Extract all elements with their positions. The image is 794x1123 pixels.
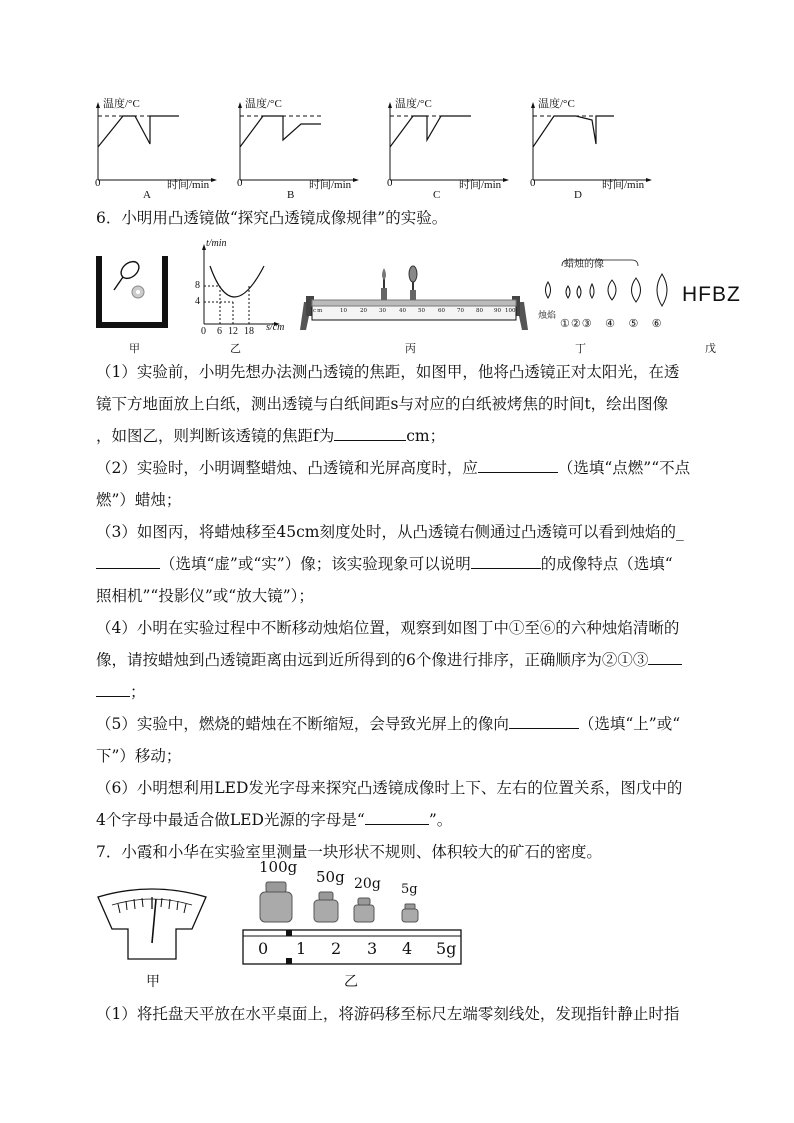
- fig-bing-scale-40: 40: [399, 308, 406, 314]
- q6-part2-text: （2）实验时，小明调整蜡烛、凸透镜和光屏高度时，应: [96, 459, 478, 477]
- weight-100g-label: 100g: [259, 858, 298, 876]
- fig-ding-caption: 丁: [575, 343, 586, 355]
- fig-bing-scale-80: 80: [476, 308, 483, 314]
- q6-part6-end: ”。: [428, 811, 453, 829]
- fig-bing-scale-20: 20: [360, 308, 367, 314]
- q6-part3-line1: （3）如图丙，将蜡烛移至45cm刻度处时，从凸透镜右侧通过凸透镜可以看到烛焰的_: [96, 523, 684, 541]
- q6-part4-text: 像，请按蜡烛到凸透镜距离由远到近所得到的6个像进行排序，正确顺序为②①③: [96, 651, 649, 669]
- ruler-number-5g: 5g: [436, 939, 457, 958]
- graph-a: [95, 92, 235, 200]
- q6-part3-line2: [96, 553, 673, 575]
- graph-a-option: A: [143, 189, 151, 201]
- q6-part1-line2: 镜下方地面放上白纸，测出透镜与白纸间距s与对应的白纸被烤焦的时间t，绘出图像: [96, 395, 669, 413]
- answer-blank-letter[interactable]: [365, 810, 429, 825]
- fig-ding-flame-images: [536, 252, 676, 332]
- graph-a-x-label: 时间/min: [167, 179, 210, 191]
- fig-yi-y-axis: t/min: [206, 238, 227, 249]
- fig-bing-optical-bench: [300, 258, 528, 330]
- fig-yi-graph: [192, 238, 292, 338]
- fig-bing-scale-90: 90: [494, 308, 501, 314]
- fig-jia-caption: 甲: [129, 343, 140, 355]
- q7-stem: 7．小霞和小华在实验室里测量一块形状不规则、体积较大的矿石的密度。: [96, 843, 602, 861]
- lens-in-box-illustration: [96, 252, 168, 332]
- graph-c-option: C: [433, 189, 441, 201]
- graph-c-y-label: 温度/°C: [395, 98, 432, 110]
- fig-q7-jia-balance-dial: [96, 885, 208, 965]
- weight-50g-label: 50g: [316, 868, 345, 886]
- fig-q7-yi-caption: 乙: [344, 974, 358, 990]
- fig-bing-scale-unit: cm: [313, 308, 324, 314]
- weight-5g-label: 5g: [401, 882, 418, 897]
- q6-part1-line3: [96, 425, 445, 447]
- graph-b-y-label: 温度/°C: [245, 98, 282, 110]
- graph-c-x-label: 时间/min: [459, 179, 502, 191]
- fig-ding-numbers: ①②③ ④ ⑤ ⑥: [560, 317, 663, 330]
- q6-part6-line2: [96, 809, 452, 831]
- fig-bing-scale-50: 50: [418, 308, 425, 314]
- graph-c: [387, 92, 527, 200]
- q6-part3-choice: 的成像特点（选填“: [540, 555, 673, 573]
- q6-part6-text: 4个字母中最适合做LED光源的字母是“: [96, 811, 365, 829]
- fig-yi-x-tick-18: 18: [244, 326, 254, 337]
- q6-part4-line2: [96, 649, 682, 671]
- fig-ding-title: 蜡烛的像: [564, 259, 604, 270]
- q6-part1-line1: （1）实验前，小明先想办法测凸透镜的焦距，如图甲，他将凸透镜正对太阳光，在透: [96, 363, 680, 381]
- fig-yi-x-tick-0: 0: [201, 326, 206, 337]
- fig-bing-scale-60: 60: [438, 308, 445, 314]
- q6-stem: 6．小明用凸透镜做“探究凸透镜成像规律”的实验。: [96, 209, 448, 227]
- answer-blank-image-type[interactable]: [96, 554, 160, 569]
- fig-wu-letters: HFBZ: [682, 283, 741, 306]
- fig-q7-jia-caption: 甲: [146, 974, 160, 990]
- graph-b: [237, 92, 377, 200]
- q6-part2-line1: [96, 457, 690, 479]
- graph-a-origin: 0: [95, 177, 101, 189]
- fig-bing-scale-70: 70: [457, 308, 464, 314]
- graph-d-x-label: 时间/min: [602, 179, 645, 191]
- q6-part2-choice: （选填“点燃”“不点: [557, 459, 691, 477]
- optical-bench-illustration: [300, 258, 528, 330]
- ruler-number-3: 3: [367, 939, 378, 958]
- q6-part1-text: ，如图乙，则判断该透镜的焦距f为: [96, 427, 335, 445]
- ruler-number-1: 1: [296, 939, 307, 958]
- graph-d: [530, 92, 670, 200]
- fig-q7-yi-weights-ruler: [242, 856, 464, 968]
- graph-c-origin: 0: [387, 177, 393, 189]
- q6-part5-line1: [96, 713, 680, 735]
- fig-yi-y-tick-4: 4: [195, 296, 200, 307]
- fig-bing-scale-10: 10: [340, 308, 347, 314]
- q6-part2-line2: 燃”）蜡烛；: [96, 491, 182, 509]
- q6-part6-line1: （6）小明想利用LED发光字母来探究凸透镜成像时上下、左右的位置关系，图戊中的: [96, 779, 683, 797]
- fig-yi-y-tick-8: 8: [195, 280, 200, 291]
- weight-20g-label: 20g: [354, 876, 381, 892]
- balance-dial-illustration: [96, 885, 208, 965]
- fig-jia-lens-setup: [96, 252, 168, 332]
- fig-yi-x-tick-6: 6: [217, 326, 222, 337]
- ruler-number-0: 0: [258, 939, 269, 958]
- graph-b-origin: 0: [237, 177, 243, 189]
- q6-part5-text: （5）实验中，燃烧的蜡烛在不断缩短，会导致光屏上的像向: [96, 715, 509, 733]
- answer-blank-focal-length[interactable]: [334, 426, 406, 441]
- ruler-number-4: 4: [402, 939, 413, 958]
- fig-bing-caption: 丙: [405, 343, 416, 355]
- graph-d-origin: 0: [530, 177, 536, 189]
- fig-yi-x-axis: s/cm: [266, 322, 285, 333]
- graph-d-option: D: [574, 189, 582, 201]
- graph-a-y-label: 温度/°C: [103, 98, 140, 110]
- fig-ding-candle-label: 烛焰: [538, 311, 557, 321]
- ruler-number-2: 2: [331, 939, 342, 958]
- fig-wu-caption: 戊: [705, 343, 716, 355]
- fig-bing-scale-30: 30: [379, 308, 386, 314]
- graph-b-option: B: [287, 189, 295, 201]
- answer-blank-order-a[interactable]: [648, 650, 682, 665]
- fig-bing-scale-100: 100: [505, 308, 516, 314]
- q6-part5-line2: 下”）移动；: [96, 747, 182, 765]
- graph-d-y-label: 温度/°C: [538, 98, 575, 110]
- answer-blank-candle-lit[interactable]: [478, 458, 558, 473]
- q6-part4-line3: [96, 681, 146, 703]
- fig-yi-x-tick-12: 12: [228, 326, 238, 337]
- q7-part1-line1: （1）将托盘天平放在水平桌面上，将游码移至标尺左端零刻线处，发现指针静止时指: [96, 1005, 680, 1023]
- answer-blank-device[interactable]: [471, 554, 541, 569]
- q6-part4-end: ；: [130, 683, 146, 701]
- q6-part1-unit: cm；: [406, 427, 446, 445]
- answer-blank-order-b[interactable]: [96, 682, 130, 697]
- fig-yi-caption: 乙: [230, 343, 241, 355]
- q6-part3-line3: 照相机”“投影仪”或“放大镜”）；: [96, 587, 314, 605]
- q6-part5-choice: （选填“上”或“: [578, 715, 681, 733]
- q6-part3-text: （选填“虚”或“实”）像；该实验现象可以说明: [160, 555, 471, 573]
- graph-b-x-label: 时间/min: [309, 179, 352, 191]
- answer-blank-direction[interactable]: [509, 714, 579, 729]
- q6-part4-line1: （4）小明在实验过程中不断移动烛焰位置，观察到如图丁中①至⑥的六种烛焰清晰的: [96, 619, 680, 637]
